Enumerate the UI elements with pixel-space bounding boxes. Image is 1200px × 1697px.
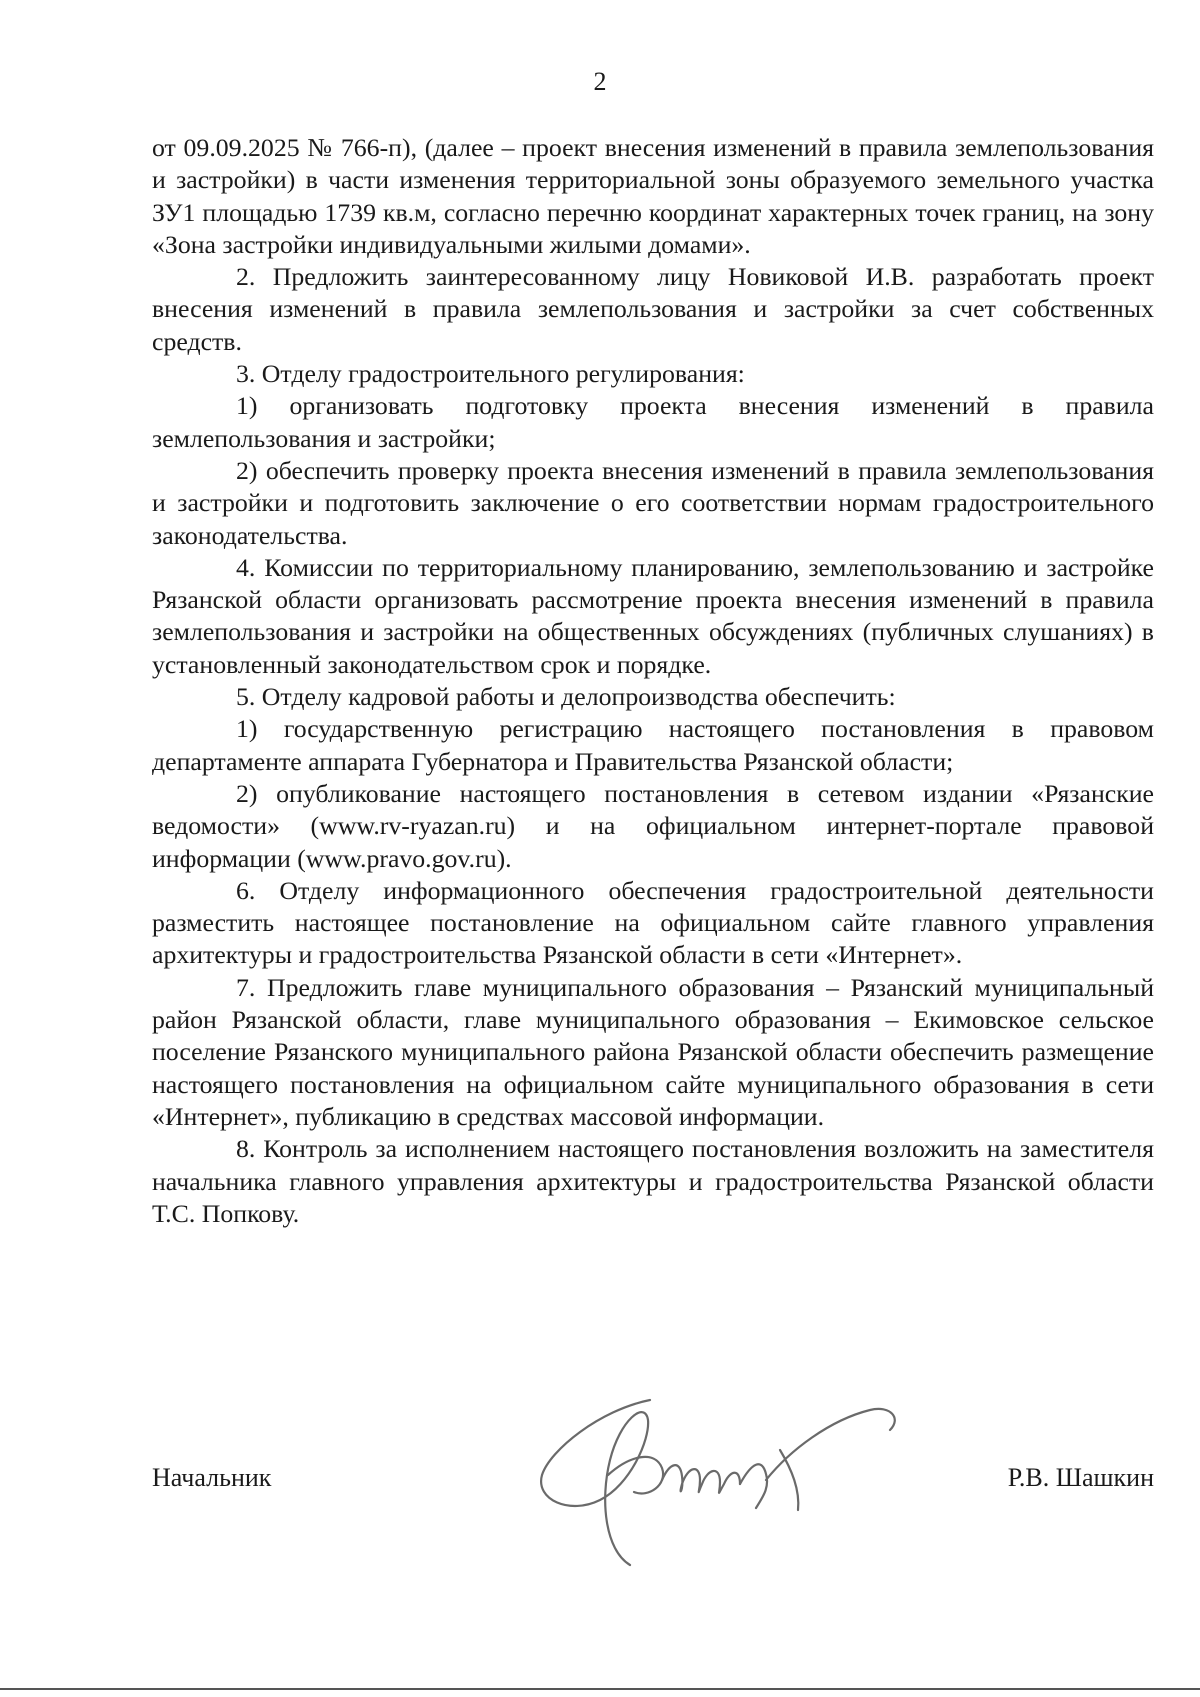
document-body [152,132,1154,1230]
paragraph-item-5: 5. Отделу кадровой работы и делопроизводства обеспечить: [236,682,896,712]
signatory-name: Р.В. Шашкин [1007,1463,1154,1492]
signature-block [152,1462,1154,1502]
paragraph-continuation: от 09.09.2025 № 766-п), (далее – проект внесения изменений в правила землепользования и застройки) в части изменения территориальной зоны образуемого земельного участка ЗУ1 площадью 1739 кв.м, согласно перечню координат характерных точек границ, на зону «Зона застройки индивидуальными жилыми домами». [152,133,1154,259]
paragraph-item-4: 4. Комиссии по территориальному планированию, землепользованию и застройке Рязанской области организовать рассмотрение проекта внесения изменений в правила землепользования и застройки на общественных обсуждениях (публичных слушаниях) в установленный законодательством срок и порядке. [152,552,1154,679]
signatory-position: Начальник [152,1463,272,1492]
page-number: 2 [593,67,607,96]
paragraph-item-3: 3. Отделу градостроительного регулирования: [236,359,745,389]
paragraph-item-5-2: 2) опубликование настоящего постановления в сетевом издании «Рязанские ведомости» (www.rv-ryazan.ru) и на официальном интернет-портале правовой информации (www.pravo.gov.ru). [152,778,1154,873]
paragraph-item-6: 6. Отделу информационного обеспечения градостроительной деятельности разместить настоящее постановление на официальном сайте главного управления архитектуры и градостроительства Рязанской области в сети «Интернет». [152,875,1154,970]
paragraph-item-2: 2. Предложить заинтересованному лицу Новиковой И.В. разработать проект внесения изменений в правила землепользования и застройки за счет собственных средств. [152,262,1154,356]
paragraph-item-3-2: 2) обеспечить проверку проекта внесения изменений в правила землепользования и застройки и подготовить заключение о его соответствии нормам градостроительного законодательства. [152,455,1154,550]
scan-bottom-edge [0,1688,1200,1690]
paragraph-item-7: 7. Предложить главе муниципального образования – Рязанский муниципальный район Рязанской области, главе муниципального образования – Екимовское сельское поселение Рязанского муниципального района Рязанской области обеспечить размещение настоящего постановления на официальном сайте муниципального образования в сети «Интернет», публикацию в средствах массовой информации. [152,972,1154,1131]
paragraph-item-8: 8. Контроль за исполнением настоящего постановления возложить на заместителя начальника главного управления архитектуры и градостроительства Рязанской области Т.С. Попкову. [152,1134,1154,1228]
paragraph-item-3-1: 1) организовать подготовку проекта внесения изменений в правила землепользования и застройки; [152,391,1154,453]
paragraph-item-5-1: 1) государственную регистрацию настоящего постановления в правовом департаменте аппарата Губернатора и Правительства Рязанской области; [152,714,1154,776]
